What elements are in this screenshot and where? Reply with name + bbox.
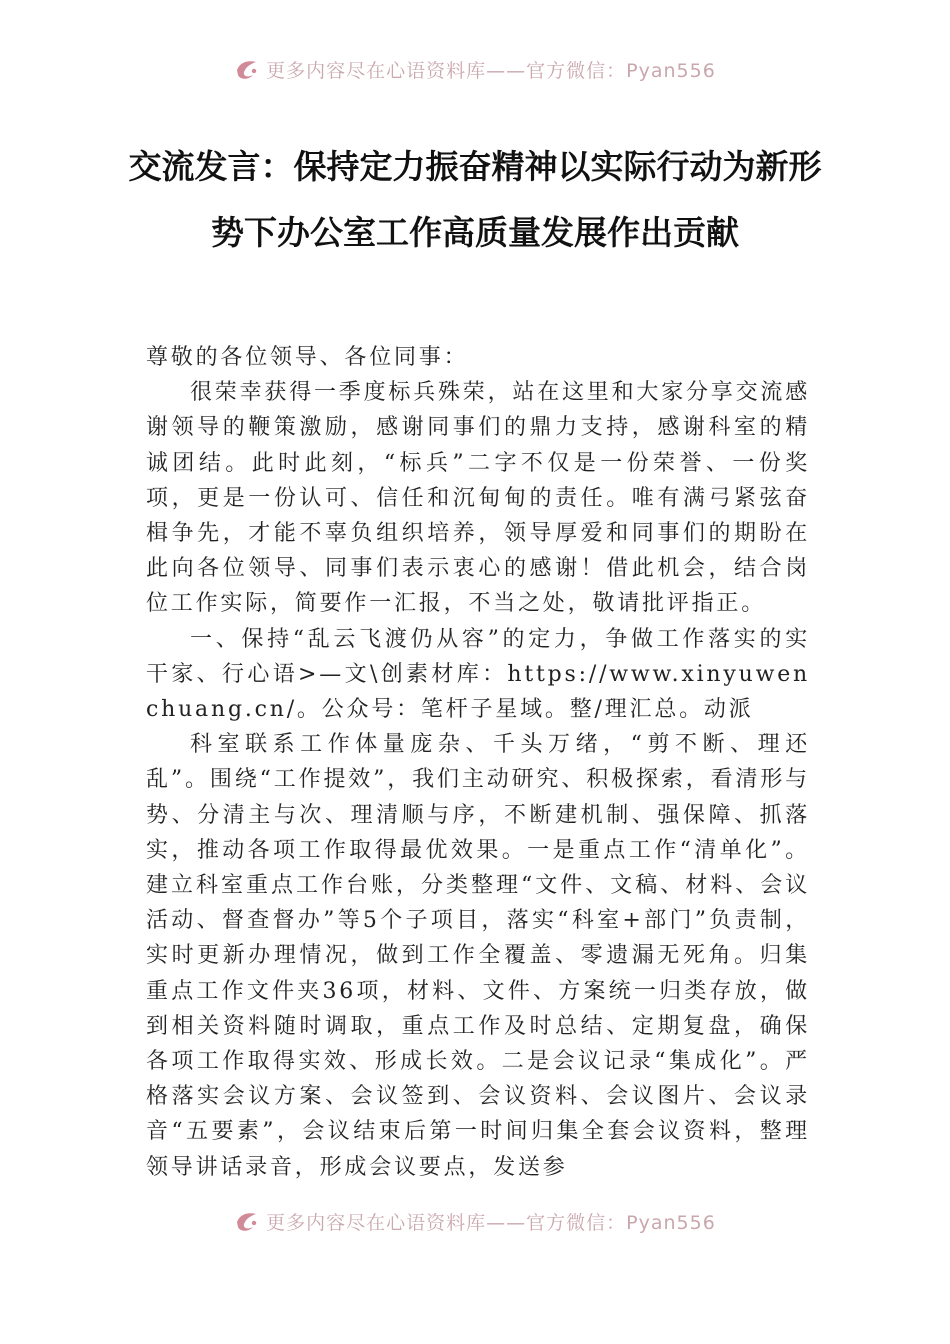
document-title: 交流发言：保持定力振奋精神以实际行动为新形势下办公室工作高质量发展作出贡献 [128,147,822,252]
footer-watermark [0,1206,950,1236]
watermark-text: 更多内容尽在心语资料库——官方微信：Pyan556 [266,59,716,82]
paragraph-3: 科室联系工作体量庞杂、千头万绪，“剪不断、理还乱”。围绕“工作提效”，我们主动研究、积极探索，看清形与势、分清主与次、理清顺与序，不断建机制、强保障、抓落实，推动各项工作取得最优效果。一是重点工作“清单化”。建立科室重点工作台账，分类整理“文件、文稿、材料、会议活动、督查督办”等5个子项目，落实“科室+部门”负责制，实时更新办理情况，做到工作全覆盖、零遗漏无死角。归集重点工作文件夹36项，材料、文件、方案统一归类存放，做到相关资料随时调取，重点工作及时总结、定期复盘，确保各项工作取得实效、形成长效。二是会议记录“集成化”。严格落实会议方案、会议签到、会议资料、会议图片、会议录音“五要素”，会议结束后第一时间归集全套会议资料，整理领导讲话录音，形成会议要点，发送参 [146,732,810,1180]
paragraph-1: 很荣幸获得一季度标兵殊荣，站在这里和大家分享交流感谢领导的鞭策激励，感谢同事们的鼎力支持，感谢科室的精诚团结。此时此刻，“标兵”二字不仅是一份荣誉、一份奖项，更是一份认可、信任和沉甸甸的责任。唯有满弓紧弦奋楫争先，才能不辜负组织培养，领导厚爱和同事们的期盼在此向各位领导、同事们表示衷心的感谢！借此机会，结合岗位工作实际，简要作一汇报，不当之处，敬请批评指正。 [146,380,811,617]
brush-stroke-logo-icon [234,1208,260,1234]
salutation: 尊敬的各位领导、各位同事： [146,345,469,370]
watermark-text: 更多内容尽在心语资料库——官方微信：Pyan556 [266,1211,716,1234]
document-body [146,340,810,1185]
header-watermark [0,54,950,84]
paragraph-2: 一、保持“乱云飞渡仍从容”的定力，争做工作落实的实干家、行心语>—文\创素材库：https://www.xinyuwenchuang.cn/。公众号：笔杆子星域。整/理汇总。动派 [146,626,810,723]
brush-stroke-logo-icon [234,56,260,82]
